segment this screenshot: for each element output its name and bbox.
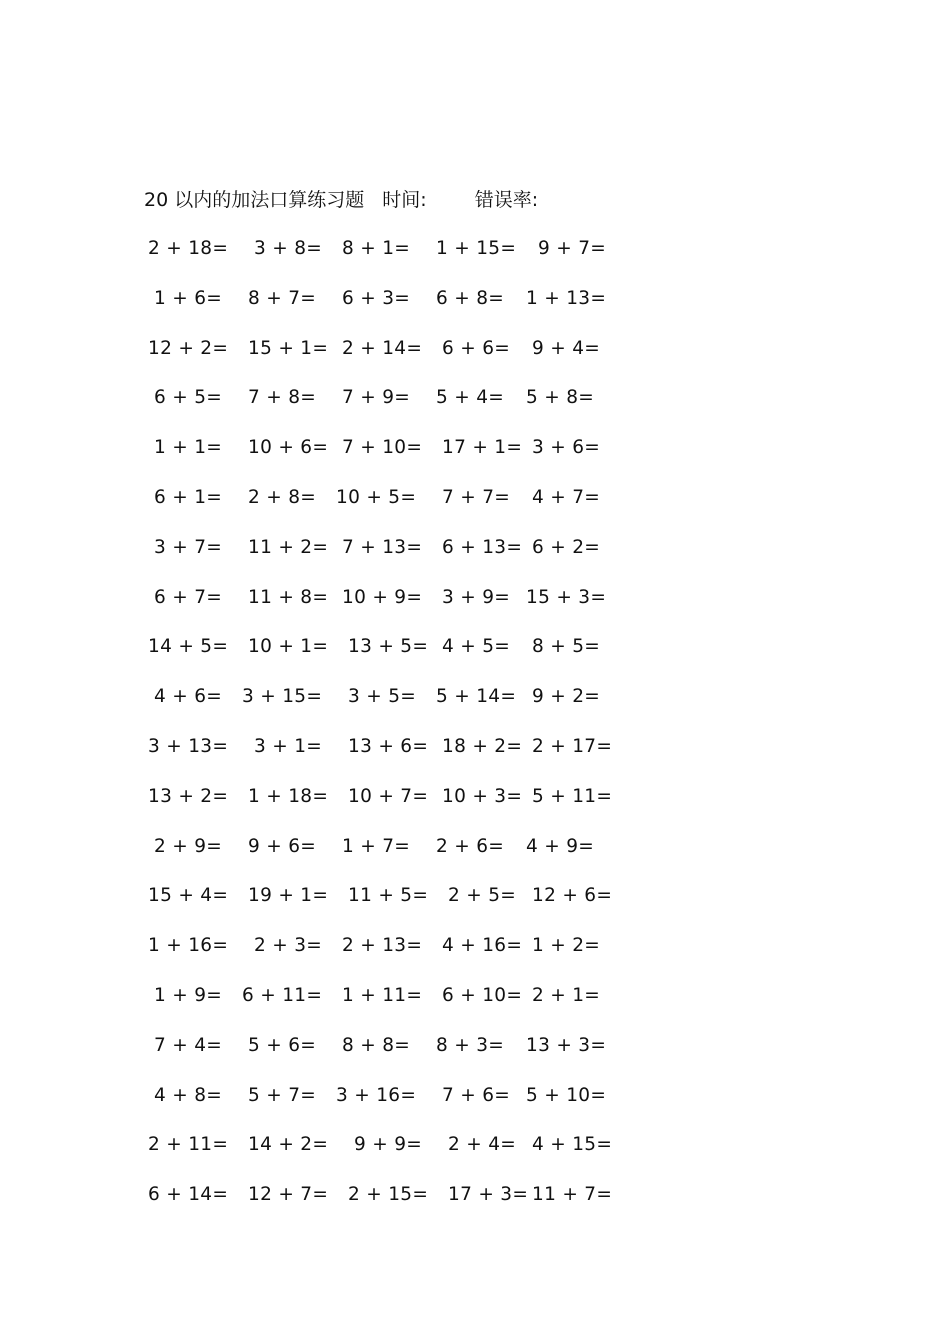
problem-item: 1 + 16=	[148, 935, 229, 957]
problem-item: 5 + 8=	[526, 387, 595, 409]
problem-item: 8 + 5=	[532, 636, 601, 658]
worksheet-title: 20 以内的加法口算练习题	[144, 189, 365, 211]
problem-item: 1 + 11=	[342, 984, 423, 1006]
problem-item: 13 + 2=	[148, 785, 229, 807]
problem-item: 3 + 1=	[254, 735, 323, 757]
problem-item: 3 + 6=	[532, 437, 601, 459]
problem-item: 9 + 4=	[532, 337, 601, 359]
problem-item: 2 + 9=	[154, 835, 223, 857]
problem-item: 11 + 2=	[248, 536, 329, 558]
problem-item: 12 + 7=	[248, 1184, 329, 1206]
problem-item: 2 + 14=	[342, 337, 423, 359]
problem-item: 9 + 7=	[538, 238, 607, 259]
problem-item: 6 + 11=	[242, 984, 323, 1006]
problem-item: 10 + 1=	[248, 636, 329, 658]
problem-item: 1 + 1=	[154, 437, 223, 459]
problem-item: 15 + 4=	[148, 885, 229, 907]
problem-item: 8 + 7=	[248, 287, 317, 309]
problem-item: 2 + 11=	[148, 1134, 229, 1156]
problem-item: 1 + 2=	[532, 935, 601, 957]
problem-item: 2 + 4=	[448, 1134, 517, 1156]
problem-item: 7 + 13=	[342, 536, 423, 558]
problem-item: 10 + 5=	[336, 486, 417, 508]
problem-item: 11 + 5=	[348, 885, 429, 907]
problem-item: 4 + 15=	[532, 1134, 613, 1156]
problem-item: 2 + 18=	[148, 238, 229, 259]
problem-item: 15 + 3=	[526, 586, 607, 608]
problem-item: 13 + 5=	[348, 636, 429, 658]
problem-item: 6 + 5=	[154, 387, 223, 409]
problem-item: 2 + 13=	[342, 935, 423, 957]
problem-item: 6 + 2=	[532, 536, 601, 558]
problem-item: 17 + 1=	[442, 437, 523, 459]
problem-item: 8 + 8=	[342, 1034, 411, 1056]
problem-item: 4 + 8=	[154, 1084, 223, 1106]
problem-item: 11 + 8=	[248, 586, 329, 608]
problem-item: 5 + 11=	[532, 785, 613, 807]
problem-item: 10 + 7=	[348, 785, 429, 807]
problem-item: 7 + 8=	[248, 387, 317, 409]
problem-item: 7 + 9=	[342, 387, 411, 409]
problem-item: 6 + 14=	[148, 1184, 229, 1206]
problem-item: 5 + 7=	[248, 1084, 317, 1106]
problem-item: 14 + 5=	[148, 636, 229, 658]
problem-item: 15 + 1=	[248, 337, 329, 359]
problem-item: 7 + 4=	[154, 1034, 223, 1056]
problem-item: 6 + 10=	[442, 984, 523, 1006]
problem-item: 4 + 9=	[526, 835, 595, 857]
problem-item: 2 + 15=	[348, 1184, 429, 1206]
problem-item: 6 + 1=	[154, 486, 223, 508]
problem-item: 1 + 18=	[248, 785, 329, 807]
problem-item: 6 + 6=	[442, 337, 511, 359]
problem-item: 1 + 15=	[436, 238, 517, 259]
problem-item: 2 + 17=	[532, 735, 613, 757]
problem-item: 4 + 7=	[532, 486, 601, 508]
problem-item: 8 + 1=	[342, 238, 411, 259]
problem-item: 6 + 8=	[436, 287, 505, 309]
problem-item: 12 + 6=	[532, 885, 613, 907]
problem-item: 3 + 16=	[336, 1084, 417, 1106]
problem-item: 5 + 10=	[526, 1084, 607, 1106]
problem-item: 5 + 6=	[248, 1034, 317, 1056]
problem-item: 2 + 1=	[532, 984, 601, 1006]
problem-item: 13 + 6=	[348, 735, 429, 757]
problem-item: 10 + 3=	[442, 785, 523, 807]
problem-item: 6 + 3=	[342, 287, 411, 309]
problem-item: 7 + 10=	[342, 437, 423, 459]
time-label: 时间:	[382, 189, 427, 211]
problem-item: 4 + 5=	[442, 636, 511, 658]
problem-item: 8 + 3=	[436, 1034, 505, 1056]
problem-item: 4 + 16=	[442, 935, 523, 957]
problem-item: 6 + 7=	[154, 586, 223, 608]
problem-item: 5 + 14=	[436, 686, 517, 708]
error-rate-label: 错误率:	[474, 189, 539, 211]
problem-item: 9 + 9=	[354, 1134, 423, 1156]
problem-item: 10 + 9=	[342, 586, 423, 608]
problem-item: 3 + 5=	[348, 686, 417, 708]
worksheet-header	[144, 186, 538, 214]
problem-item: 1 + 13=	[526, 287, 607, 309]
problem-item: 1 + 9=	[154, 984, 223, 1006]
problem-item: 5 + 4=	[436, 387, 505, 409]
problem-item: 13 + 3=	[526, 1034, 607, 1056]
problem-item: 1 + 7=	[342, 835, 411, 857]
problem-item: 9 + 6=	[248, 835, 317, 857]
problem-item: 3 + 8=	[254, 238, 323, 259]
problem-item: 18 + 2=	[442, 735, 523, 757]
problem-item: 17 + 3=	[448, 1184, 529, 1206]
problem-item: 1 + 6=	[154, 287, 223, 309]
problem-item: 2 + 8=	[248, 486, 317, 508]
problem-item: 12 + 2=	[148, 337, 229, 359]
problem-item: 14 + 2=	[248, 1134, 329, 1156]
problem-item: 3 + 9=	[442, 586, 511, 608]
problem-item: 2 + 3=	[254, 935, 323, 957]
problem-item: 7 + 7=	[442, 486, 511, 508]
problem-item: 3 + 7=	[154, 536, 223, 558]
problem-item: 2 + 5=	[448, 885, 517, 907]
problem-item: 10 + 6=	[248, 437, 329, 459]
problem-item: 3 + 15=	[242, 686, 323, 708]
problem-item: 4 + 6=	[154, 686, 223, 708]
problem-item: 7 + 6=	[442, 1084, 511, 1106]
problem-item: 2 + 6=	[436, 835, 505, 857]
problem-item: 6 + 13=	[442, 536, 523, 558]
problem-item: 19 + 1=	[248, 885, 329, 907]
problem-item: 3 + 13=	[148, 735, 229, 757]
problem-item: 9 + 2=	[532, 686, 601, 708]
problem-item: 11 + 7=	[532, 1184, 613, 1206]
